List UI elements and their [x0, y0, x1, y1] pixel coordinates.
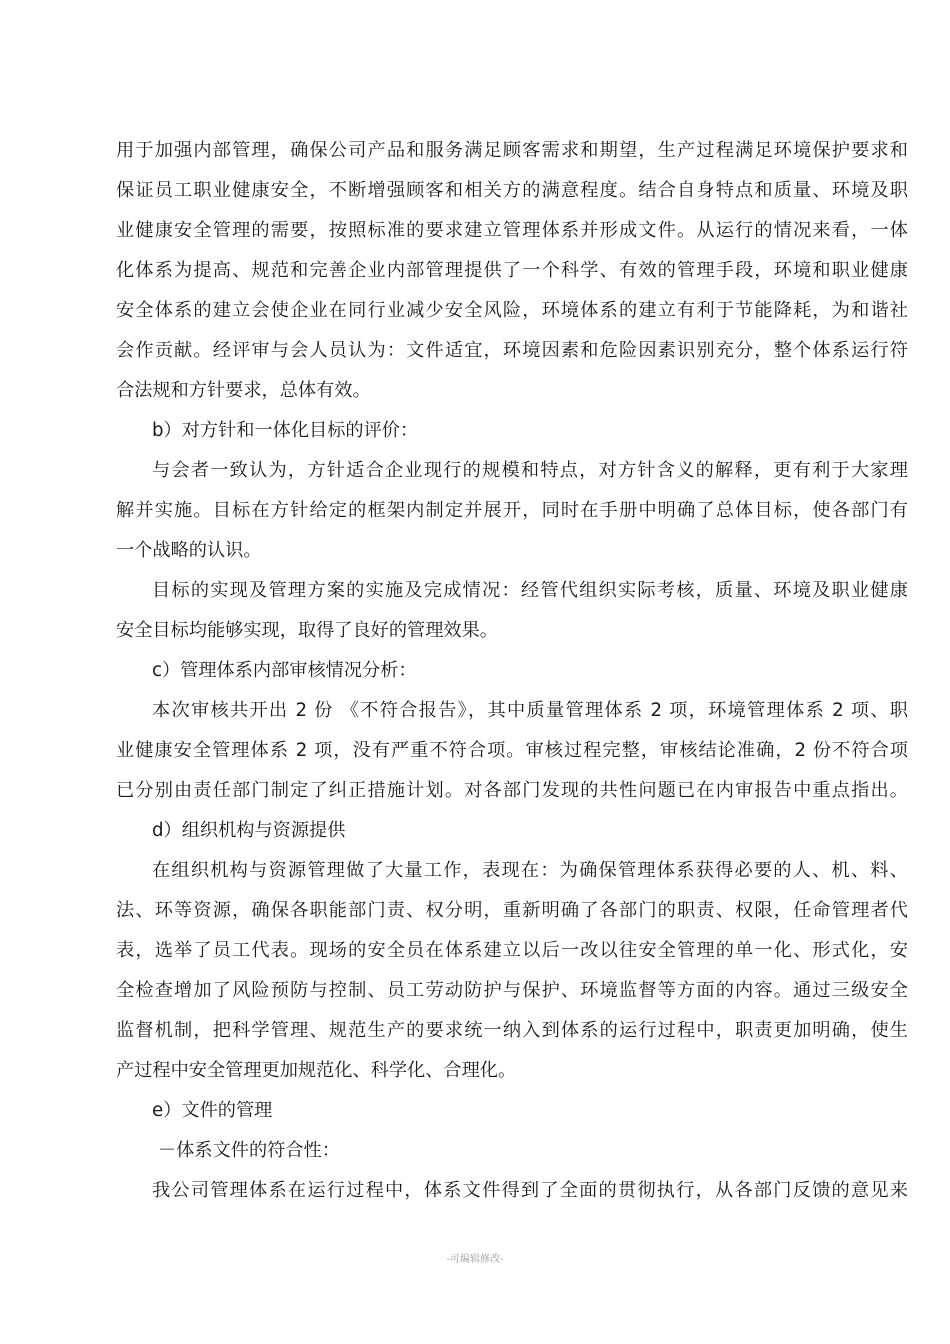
text-line: 解并实施。目标在方针给定的框架内制定并展开，同时在手册中明确了总体目标，使各部门有 — [116, 500, 908, 521]
text-line: 一个战略的认识。 — [116, 540, 262, 561]
document-body — [116, 131, 908, 1211]
text-line: 合法规和方针要求，总体有效。 — [116, 380, 371, 401]
text-line: 法、环等资源，确保各职能部门责、权分明，重新明确了各部门的职责、权限，任命管理者代 — [116, 900, 908, 921]
section-heading-d: d）组织机构与资源提供 — [152, 820, 346, 841]
section-heading-c: c）管理体系内部审核情况分析： — [152, 660, 417, 681]
text-line: 保证员工职业健康安全，不断增强顾客和相关方的满意程度。结合自身特点和质量、环境及职 — [116, 180, 908, 201]
text-line: 我公司管理体系在运行过程中，体系文件得到了全面的贯彻执行，从各部门反馈的意见来 — [152, 1180, 908, 1201]
text-line: 目标的实现及管理方案的实施及完成情况：经管代组织实际考核，质量、环境及职业健康 — [152, 580, 908, 601]
page-footer: -可编辑修改- — [446, 1254, 504, 1265]
text-line: 本次审核共开出 2 份 《不符合报告》，其中质量管理体系 2 项，环境管理体系 2 项、职 — [152, 700, 908, 721]
text-line: 表，选举了员工代表。现场的安全员在体系建立以后一改以往安全管理的单一化、形式化，安 — [116, 940, 908, 961]
text-line: 化体系为提高、规范和完善企业内部管理提供了一个科学、有效的管理手段，环境和职业健康 — [116, 260, 908, 281]
text-line: 用于加强内部管理，确保公司产品和服务满足顾客需求和期望，生产过程满足环境保护要求和 — [116, 140, 908, 161]
section-heading-e: e）文件的管理 — [152, 1100, 273, 1121]
text-line: 与会者一致认为，方针适合企业现行的规模和特点，对方针含义的解释，更有利于大家理 — [152, 460, 908, 481]
text-line: 安全目标均能够实现，取得了良好的管理效果。 — [116, 620, 498, 641]
text-line: 在组织机构与资源管理做了大量工作，表现在：为确保管理体系获得必要的人、机、料、 — [152, 860, 908, 881]
text-line: 会作贡献。经评审与会人员认为：文件适宜，环境因素和危险因素识别充分，整个体系运行符 — [116, 340, 908, 361]
header-mark — [506, 72, 512, 74]
text-line: 业健康安全管理的需要，按照标准的要求建立管理体系并形成文件。从运行的情况来看，一体 — [116, 220, 908, 241]
subsection-heading: －体系文件的符合性： — [158, 1140, 340, 1161]
section-heading-b: b）对方针和一体化目标的评价： — [152, 420, 419, 441]
text-line: 业健康安全管理体系 2 项，没有严重不符合项。审核过程完整，审核结论准确，2 份不符合项 — [116, 740, 908, 761]
text-line: 监督机制，把科学管理、规范生产的要求统一纳入到体系的运行过程中，职责更加明确，使生 — [116, 1020, 908, 1041]
text-line: 全检查增加了风险预防与控制、员工劳动防护与保护、环境监督等方面的内容。通过三级安全 — [116, 980, 908, 1001]
text-line: 产过程中安全管理更加规范化、科学化、合理化。 — [116, 1060, 517, 1081]
text-line: 已分别由责任部门制定了纠正措施计划。对各部门发现的共性问题已在内审报告中重点指出。 — [116, 780, 908, 801]
text-line: 安全体系的建立会使企业在同行业减少安全风险，环境体系的建立有利于节能降耗，为和谐社 — [116, 300, 908, 321]
